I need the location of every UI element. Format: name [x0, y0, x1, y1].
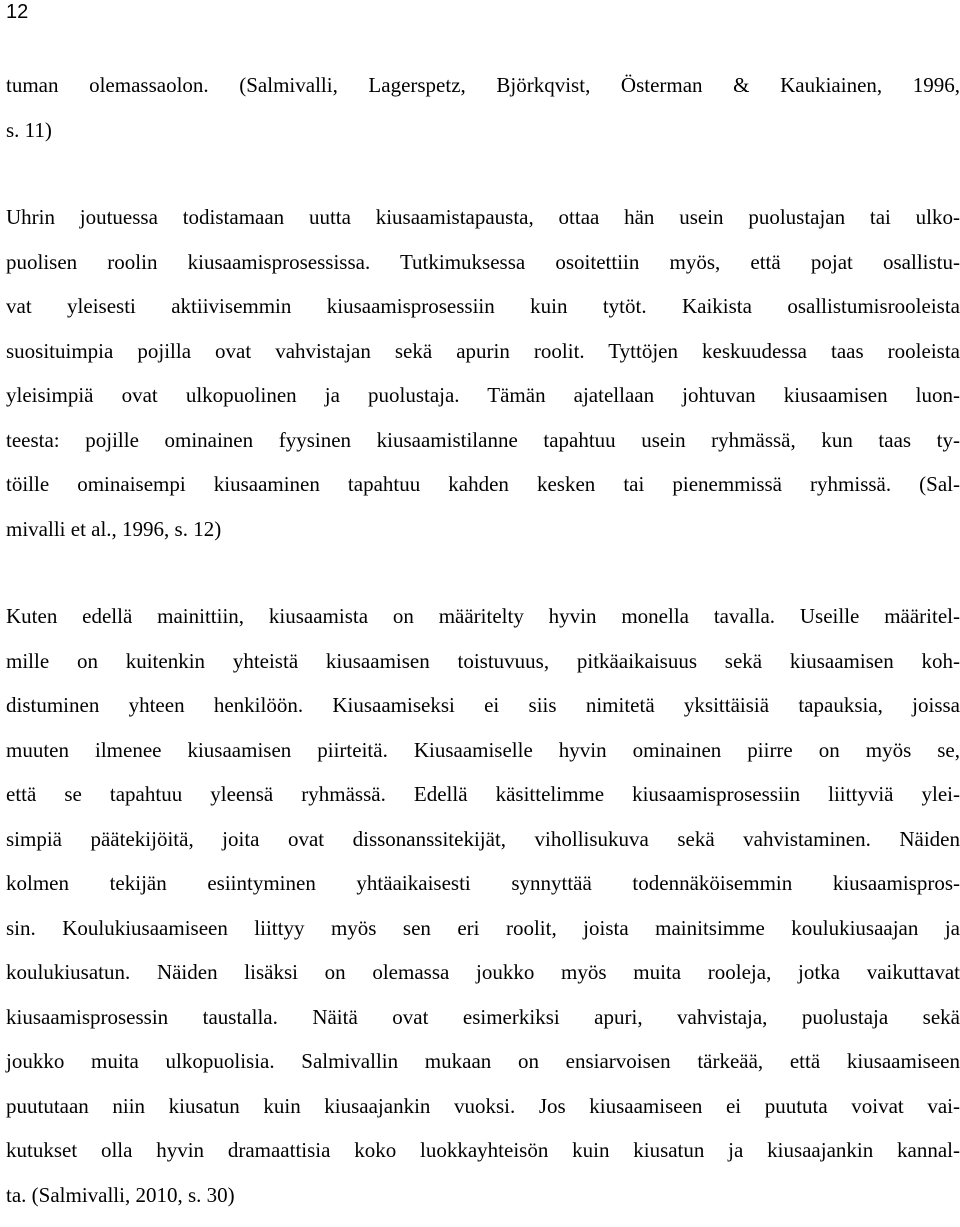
text-line: Uhrin joutuessa todistamaan uutta kiusaamistapausta, ottaa hän usein puolustajan tai ulko- [6, 205, 960, 229]
paragraph-3 [6, 594, 960, 1217]
text-line: mille on kuitenkin yhteistä kiusaamisen toistuvuus, pitkäaikaisuus sekä kiusaamisen koh- [6, 648, 960, 673]
text-line: Kuten edellä mainittiin, kiusaamista on määritelty hyvin monella tavalla. Useille määritel- [6, 604, 960, 628]
text-line: kolmen tekijän esiintyminen yhtäaikaisesti synnyttää todennäköisemmin kiusaamispros- [6, 871, 960, 895]
text-line: tuman olemassaolon. (Salmivalli, Lagerspetz, Björkqvist, Österman & Kaukiainen, 1996, [6, 73, 960, 97]
text-line: teesta: pojille ominainen fyysinen kiusaamistilanne tapahtuu usein ryhmässä, kun taas ty- [6, 427, 960, 452]
text-line: s. 11) [6, 117, 52, 142]
text-line: simpiä päätekijöitä, joita ovat dissonanssitekijät, vihollisukuva sekä vahvistaminen. Näiden [6, 826, 960, 851]
paragraph-1 [6, 63, 960, 152]
paragraph-2 [6, 195, 960, 551]
text-line: kutukset olla hyvin dramaattisia koko luokkayhteisön kuin kiusatun ja kiusaajankin kannal- [6, 1138, 960, 1162]
text-line: sin. Koulukiusaamiseen liittyy myös sen eri roolit, joista mainitsimme koulukiusaajan ja [6, 915, 960, 940]
text-line: koulukiusatun. Näiden lisäksi on olemassa joukko myös muita rooleja, jotka vaikuttavat [6, 960, 960, 984]
text-line: mivalli et al., 1996, s. 12) [6, 516, 222, 541]
page-number: 12 [6, 1, 29, 23]
text-line: ta. (Salmivalli, 2010, s. 30) [6, 1182, 235, 1207]
text-line: puolisen roolin kiusaamisprosessissa. Tutkimuksessa osoitettiin myös, että pojat osallistu- [6, 249, 960, 274]
text-line: suosituimpia pojilla ovat vahvistajan sekä apurin roolit. Tyttöjen keskuudessa taas rooleista [6, 338, 960, 363]
text-line: muuten ilmenee kiusaamisen piirteitä. Kiusaamiselle hyvin ominainen piirre on myös se, [6, 737, 960, 762]
text-line: kiusaamisprosessin taustalla. Näitä ovat esimerkiksi apuri, vahvistaja, puolustaja sekä [6, 1004, 960, 1029]
text-line: distuminen yhteen henkilöön. Kiusaamiseksi ei siis nimitetä yksittäisiä tapauksia, joissa [6, 693, 960, 717]
text-line: vat yleisesti aktiivisemmin kiusaamisprosessiin kuin tytöt. Kaikista osallistumisrooleista [6, 294, 960, 318]
text-line: että se tapahtuu yleensä ryhmässä. Edellä käsittelimme kiusaamisprosessiin liittyviä ylei- [6, 782, 960, 806]
text-line: töille ominaisempi kiusaaminen tapahtuu kahden kesken tai pienemmissä ryhmissä. (Sal- [6, 472, 960, 496]
text-line: joukko muita ulkopuolisia. Salmivallin mukaan on ensiarvoisen tärkeää, että kiusaamiseen [6, 1049, 960, 1073]
text-line: yleisimpiä ovat ulkopuolinen ja puolustaja. Tämän ajatellaan johtuvan kiusaamisen luon- [6, 383, 960, 407]
text-line: puututaan niin kiusatun kuin kiusaajankin vuoksi. Jos kiusaamiseen ei puututa voivat vai- [6, 1093, 960, 1118]
